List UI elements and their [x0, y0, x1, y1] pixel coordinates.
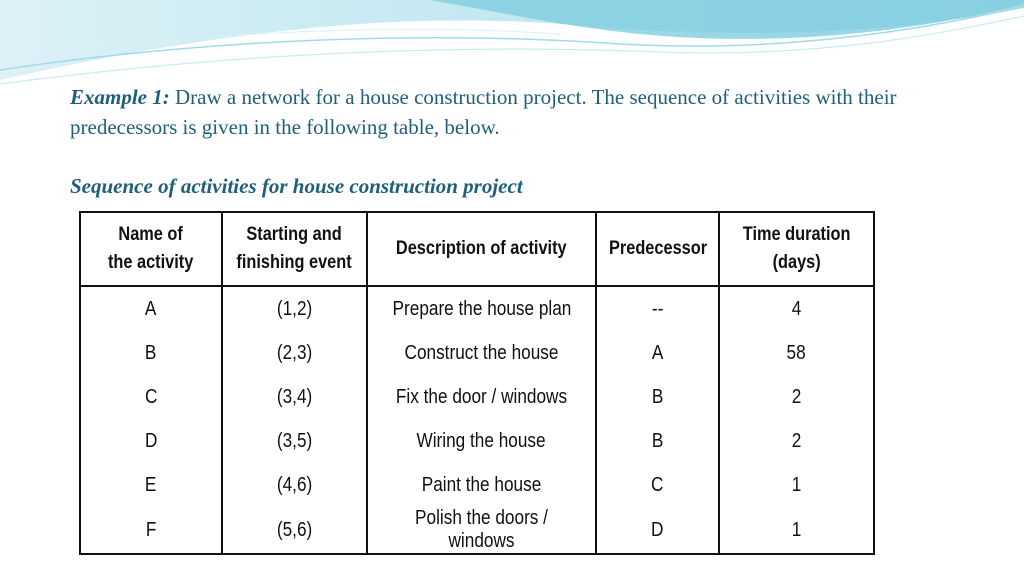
table-header-row [80, 212, 874, 286]
table-row [80, 286, 874, 331]
duration-cell: 2 [719, 375, 874, 419]
predecessor-cell: A [596, 331, 719, 375]
event-cell: (3,5) [222, 419, 367, 463]
activity-name-cell: F [145, 518, 157, 541]
description-cell: Construct the house [367, 331, 596, 375]
description-cell: Paint the house [367, 463, 596, 507]
predecessor-cell: B [596, 419, 719, 463]
header-activity-name: Name of the activity [80, 212, 222, 286]
example-label: Example 1: [70, 85, 170, 109]
event-cell: (5,6) [222, 507, 367, 554]
description-cell: Prepare the house plan [367, 286, 596, 331]
duration-cell: 1 [719, 507, 874, 554]
header-duration: Time duration (days) [719, 212, 874, 286]
predecessor-cell: -- [596, 286, 719, 331]
header-wave-decoration [0, 0, 1024, 90]
duration-cell: 4 [719, 286, 874, 331]
header-start-finish-event: Starting and finishing event [222, 212, 367, 286]
description-cell: Polish the doors / windows [367, 507, 596, 554]
table-row [80, 463, 874, 507]
predecessor-cell: D [596, 507, 719, 554]
header-predecessor: Predecessor [596, 212, 719, 286]
event-cell: (3,4) [222, 375, 367, 419]
table-row [80, 331, 874, 375]
duration-cell: 58 [719, 331, 874, 375]
description-cell: Fix the door / windows [367, 375, 596, 419]
duration-cell: 1 [719, 463, 874, 507]
event-cell: (4,6) [222, 463, 367, 507]
activity-name-cell: B [145, 341, 157, 364]
table-caption: Sequence of activities for house construction project [70, 174, 523, 198]
activity-name-cell: D [144, 429, 158, 452]
predecessor-cell: C [596, 463, 719, 507]
event-cell: (2,3) [222, 331, 367, 375]
intro-paragraph [70, 82, 910, 142]
activities-table [79, 211, 875, 555]
activity-name-cell: C [144, 385, 158, 408]
header-description: Description of activity [367, 212, 596, 286]
table-row [80, 419, 874, 463]
duration-cell: 2 [719, 419, 874, 463]
table-row [80, 375, 874, 419]
table-row [80, 507, 874, 554]
intro-text: Draw a network for a house construction project. The sequence of activities with their predecessors is given in the following table, below. [70, 85, 897, 139]
description-cell: Wiring the house [367, 419, 596, 463]
predecessor-cell: B [596, 375, 719, 419]
activity-name-cell: A [145, 297, 157, 320]
event-cell: (1,2) [222, 286, 367, 331]
activity-name-cell: E [145, 473, 157, 496]
